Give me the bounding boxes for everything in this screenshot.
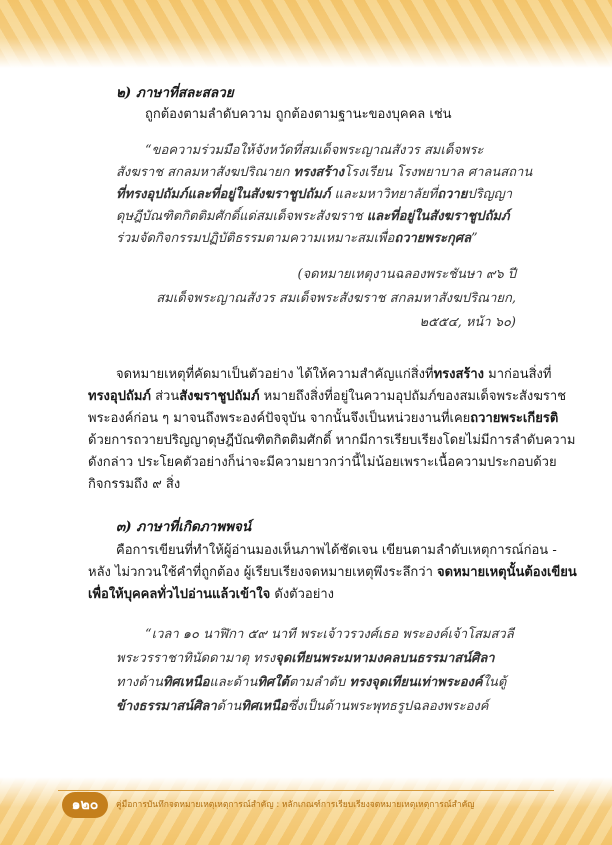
section3-line2: หลัง ไม่วกวนใช้คำที่ถูกต้อง ผู้เรียบเรียงจดหมายเหตุพึงระลึกว่า จดหมายเหตุนั้นต้องเขียน [88, 565, 577, 580]
citation-line1: (จดหมายเหตุงานฉลองพระชันษา ๙๖ ปี [297, 267, 516, 282]
para1-line5: ดังกล่าว ประโยคตัวอย่างก็น่าจะมีความยาวกว่านี้ไม่น้อยเพราะเนื้อความประกอบด้วย [88, 455, 557, 470]
quote1-line4: ดุษฎีบัณฑิตกิตติมศักดิ์แด่สมเด็จพระสังฆราช และที่อยู่ในสังฆราชูปถัมภ์ [116, 209, 510, 224]
section-2-heading: ๒) ภาษาที่สละสลวย [116, 85, 234, 101]
quote1-line1: “ขอความร่วมมือให้จังหวัดที่สมเด็จพระญาณสังวร สมเด็จพระ [145, 143, 484, 158]
para1-line3: พระองค์ก่อน ๆ มาจนถึงพระองค์ปัจจุบัน จากนั้นจึงเป็นหน่วยงานที่เคยถวายพระเกียรติ [88, 411, 559, 426]
section3-line1: คือการเขียนที่ทำให้ผู้อ่านมองเห็นภาพได้ชัดเจน เขียนตามลำดับเหตุการณ์ก่อน - [116, 543, 557, 558]
para1-line1: จดหมายเหตุที่คัดมาเป็นตัวอย่าง ได้ให้ความสำคัญแก่สิ่งที่ทรงสร้าง มาก่อนสิ่งที่ [116, 367, 552, 382]
quote2-line4: ข้างธรรมาสน์ศิลาด้านทิศเหนือซึ่งเป็นด้านพระพุทธรูปฉลองพระองค์ [116, 699, 489, 714]
section3-line3: เพื่อให้บุคคลทั่วไปอ่านแล้วเข้าใจ ดังตัวอย่าง [88, 587, 334, 602]
section-2-intro: ถูกต้องตามลำดับความ ถูกต้องตามฐานะของบุคคล เช่น [145, 107, 452, 122]
para1-line2: ทรงอุปถัมภ์ ส่วนสังฆราชูปถัมภ์ หมายถึงสิ่งที่อยู่ในความอุปถัมภ์ของสมเด็จพระสังฆราช [88, 389, 567, 404]
page-number: ๑๒๐ [62, 792, 108, 818]
citation-line2: สมเด็จพระญาณสังวร สมเด็จพระสังฆราช สกลมหาสังฆปริณายก, [156, 291, 516, 306]
quote2-line1: “เวลา ๑๐ นาฬิกา ๕๙ นาที พระเจ้าวรวงศ์เธอ พระองค์เจ้าโสมสวลี [145, 627, 514, 642]
footer-title: คู่มือการบันทึกจดหมายเหตุเหตุการณ์สำคัญ : หลักเกณฑ์การเรียบเรียงจดหมายเหตุเหตุการณ์สำคัญ [116, 800, 475, 810]
para1-line6: กิจกรรมถึง ๙ สิ่ง [88, 477, 181, 492]
quote2-line2: พระวรราชาทินัดดามาตุ ทรงจุดเทียนพระมหามงคลบนธรรมาสน์ศิลา [116, 651, 495, 666]
para1-line4: ด้วยการถวายปริญญาดุษฎีบัณฑิตกิตติมศักดิ์ หากมีการเรียบเรียงโดยไม่มีการลำดับความ [88, 433, 576, 448]
quote2-line3: ทางด้านทิศเหนือและด้านทิศใต้ตามลำดับ ทรงจุดเทียนเท่าพระองค์ในตู้ [116, 675, 507, 690]
citation-line3: ๒๕๕๔, หน้า ๖๐) [419, 315, 516, 330]
quote1-line5: ร่วมจัดกิจกรรมปฏิบัติธรรมตามความเหมาะสมเพื่อถวายพระกุศล” [116, 231, 478, 246]
top-decorative-band [0, 0, 612, 68]
quote1-line2: สังฆราช สกลมหาสังฆปริณายก ทรงสร้างโรงเรียน โรงพยาบาล ศาลนสถาน [116, 165, 533, 180]
section-3-heading: ๓) ภาษาที่เกิดภาพพจน์ [116, 519, 252, 535]
quote1-line3: ที่ทรงอุปถัมภ์และที่อยู่ในสังฆราชูปถัมภ์ และมหาวิทยาลัยที่ถวายปริญญา [116, 187, 513, 202]
